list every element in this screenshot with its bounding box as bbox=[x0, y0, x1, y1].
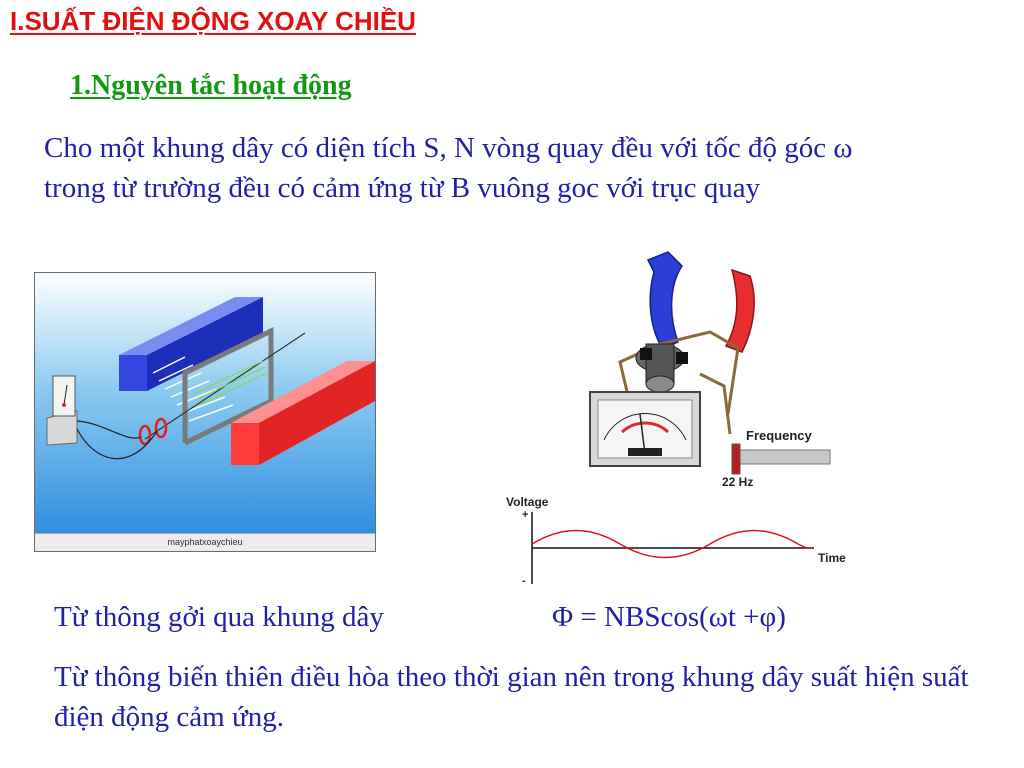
voltage-graph bbox=[506, 495, 846, 587]
frequency-label: Frequency bbox=[746, 428, 812, 443]
generator-illustration bbox=[35, 273, 375, 534]
blue-magnet bbox=[648, 252, 682, 348]
voltage-wave bbox=[532, 531, 812, 558]
time-axis-label: Time bbox=[818, 551, 846, 565]
red-magnet bbox=[726, 270, 754, 352]
flux-formula: Φ = NBScos(ωt +φ) bbox=[552, 601, 786, 633]
generator-output-figure bbox=[500, 244, 860, 589]
minus-sign: - bbox=[522, 575, 526, 587]
frequency-value: 22 Hz bbox=[722, 475, 754, 489]
flux-line bbox=[54, 597, 974, 637]
diagram-caption: mayphatxoaychieu bbox=[35, 533, 375, 551]
intro-paragraph: Cho một khung dây có diện tích S, N vòng quay đều với tốc độ góc ω trong từ trường đều có cảm ứng từ B vuông goc với trục quay bbox=[44, 132, 853, 204]
frequency-control bbox=[722, 428, 830, 489]
plus-sign: + bbox=[522, 509, 529, 521]
slide-title: I.SUẤT ĐIỆN ĐỘNG XOAY CHIỀU bbox=[10, 6, 416, 36]
rotor bbox=[636, 344, 688, 392]
voltage-axis-label: Voltage bbox=[506, 495, 549, 509]
section-heading: 1.Nguyên tắc hoạt động bbox=[70, 70, 352, 101]
voltmeter bbox=[590, 392, 700, 466]
conclusion-paragraph: Từ thông biến thiên điều hòa theo thời gian nên trong khung dây suất hiện suất điện động cảm ứng. bbox=[54, 661, 969, 733]
flux-label: Từ thông gởi qua khung dây bbox=[54, 601, 384, 633]
generator-diagram bbox=[34, 272, 376, 552]
